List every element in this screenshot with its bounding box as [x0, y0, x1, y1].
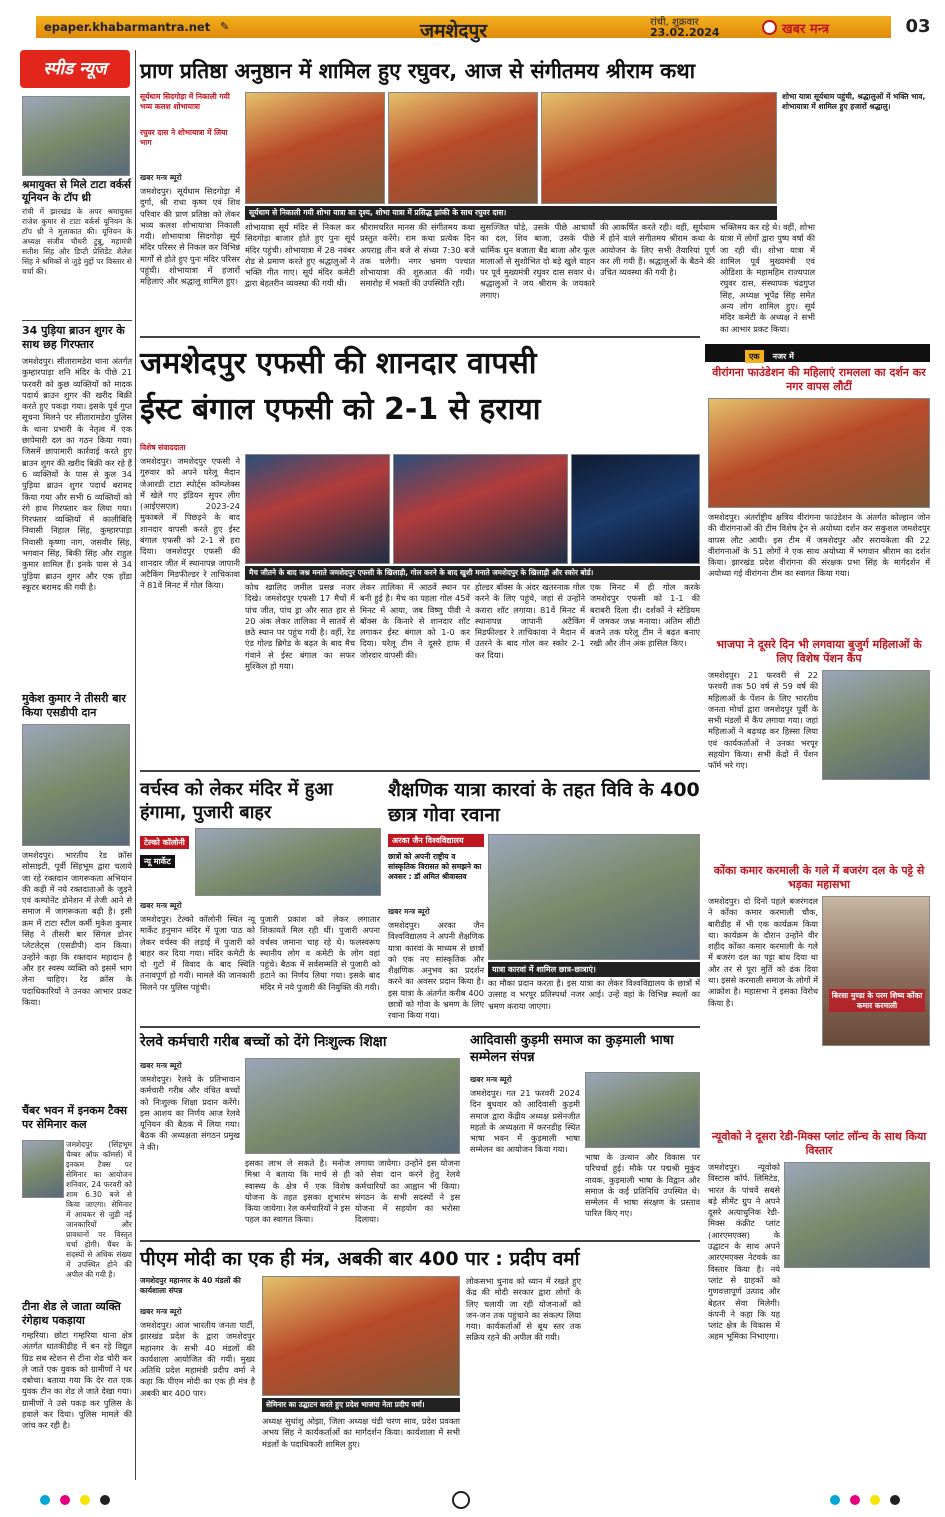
column-divider — [135, 50, 136, 1480]
railway-headline: रेलवे कर्मचारी गरीब बच्चों को देंगे निःशुल्क शिक्षा — [140, 1034, 387, 1050]
ek-label: एक — [745, 350, 764, 363]
color-dot — [890, 1495, 900, 1505]
site-url[interactable]: epaper.khabarmantra.net — [44, 20, 211, 34]
football-headline-1: जमशेदपुर एफसी की शानदार वापसी — [140, 346, 537, 381]
football-photo-1 — [245, 454, 390, 564]
temple-byline: खबर मन्त्र ब्यूरो — [140, 901, 182, 910]
speed-news-headline-4: चैंबर भवन में इनकम टैक्स पर सेमिनार कल — [22, 1104, 128, 1131]
kudmali-body-1: जमशेदपुर। गत 21 फरवरी 2024 दिन बुधवार को आदिवासी कुड़मी समाज द्वारा केंद्रीय अध्यक्ष प्रसेनजीत महतो के अध्यक्षता में करनडीह स्थित भाषा भवन में कुड़माली भाषा सम्मेलन का आयोजन किया गया। — [470, 1088, 580, 1155]
speed-news-photo-1 — [22, 96, 130, 176]
veerangana-photo — [708, 398, 930, 508]
temple-body-2: पुजारी प्रकाश को लेकर लगातार शिकायतें मिल रही थीं। पुजारी अपना वर्चस्व जमाना चाह रहे थे। फलस्वरूप स्थानीय लोग व कमेटी के लोग वहां पहुंचे। बैठक में सर्वसम्मति से पुजारी को हटाने का निर्णय लिया गया। इसके बाद मंदिर में नये पुजारी की नियुक्ति की गयी। — [260, 914, 380, 992]
speed-news-body-3: जमशेदपुर। भारतीय रेड क्रॉस सोसाइटी, पूर्वी सिंहभूम द्वारा चलाये जा रहे रक्तदान जागरूकता अभियान की कड़ी में नये रक्तदाताओं के जुड़ने एवं कम्पोनेंट डोनेशन में तेजी आने से समाज में जागरूकता बढ़ी है। इसी क्रम में टाटा स्टील कर्मी मुकेश कुमार सिंह ने तीसरी बार सिंगल डोनर प्लेटलेट्स (एसडीपी) दान किया। उन्होंने कहा कि रक्तदान महादान है और हर स्वस्थ व्यक्ति को इसमें भाग लेना चाहिए। रेड क्रॉस के पदाधिकारियों ने उनका आभार प्रकट किया। — [22, 850, 132, 1007]
football-body-3: लेकर तालिका में आठवें स्थान पर बनी हुई है। मैच का पहला गोल 45वें मिनट में आया, जब विष्णु पीवी ने बॉक्स के किनारे से शानदार शॉट लगाकर ईस्ट बंगाल को 1-0 कर दिया। घरेलू टीम ने दूसरे हाफ में जोरदार वापसी की। — [360, 582, 470, 660]
readymix-body: जमशेदपुर। न्यूवोको विस्टास कॉर्प. लिमिटेड, भारत के पांचवें सबसे बड़े सीमेंट ग्रुप ने अपने दूसरे अत्याधुनिक रेडी-मिक्स कंक्रीट प्लांट (आरएमएक्स) के उद्घाटन के साथ अपने आरएमएक्स नेटवर्क का विस्तार किया है। नये प्लांट से ग्राहकों को गुणवत्तापूर्ण उत्पाद और बेहतर सेवा मिलेगी। कंपनी ने कहा कि यह प्लांट क्षेत्र के विकास में अहम भूमिका निभाएगा। — [708, 1162, 780, 1342]
nazar-label: नजर में — [772, 352, 794, 361]
brand-name: खबर मन्त्र — [782, 22, 830, 37]
pension-photo — [822, 670, 930, 780]
pension-body: जमशेदपुर। 21 फरवरी से 22 फरवरी तक 50 वर्ष से 59 वर्ष की महिलाओं के पेंशन के लिए भारतीय जनता मोर्चा द्वारा जमशेदपुर पूर्वी के सभी मंडलों में कैंप लगाया गया। जहां महिलाओं ने बढ़चढ़ कर हिस्सा लिया एवं कार्यकर्ताओं ने उनका भरपूर सहयोग किया। सभी केंद्रों में पेंशन फॉर्म भरे गए। — [708, 670, 818, 771]
lead-photo-3 — [541, 92, 777, 204]
railway-body-1: जमशेदपुर। रेलवे के प्रतिभावान कर्मचारी गरीब और वंचित बच्चों को निःशुल्क शिक्षा प्रदान करेंगे। इस आशय का निर्णय आज रेलवे यूनियन की बैठक में लिया गया। बैठक की अध्यक्षता संगठन प्रमुख ने की। — [140, 1074, 240, 1152]
divider — [140, 770, 700, 772]
color-dot — [60, 1495, 70, 1505]
shaikshanik-photo — [488, 834, 700, 960]
lead-photo-1 — [245, 92, 385, 204]
lead-headline: प्राण प्रतिष्ठा अनुष्ठान में शामिल हुए रघुवर, आज से संगीतमय श्रीराम कथा — [140, 59, 696, 83]
modi-body-1: जमशेदपुर। आज भारतीय जनता पार्टी, झारखंड प्रदेश के द्वारा जमशेदपुर महानगर के सभी 40 मंडलों की कार्यशाला आयोजित की गयी। मुख्य अतिथि प्रदेश महामंत्री प्रदीप वर्मा ने कहा कि पीएम मोदी का एक ही मंत्र है अबकी बार 400 पार। — [140, 1320, 255, 1398]
speed-news-body-5: गम्हरिया। छोटा गम्हरिया थाना क्षेत्र अंतर्गत धातकीडीह में बन रहे विद्युत ग्रिड सब स्टेशन से टीना शेड चोरी कर ले जाते एक युवक को ग्रामीणों ने धर दबोचा। बताया गया कि देर रात एक युवक टीन का शेड ले जाते देखा गया। ग्रामीणों ने उसे पकड़ कर पुलिस के हवाले कर दिया। पुलिस मामले की जांच कर रही है। — [22, 1330, 132, 1431]
divider — [140, 336, 700, 338]
temple-sub-2: न्यू मार्केट — [140, 855, 175, 868]
lead-sidebar-1: सूर्यधाम सिदगोड़ा में निकाली गयी भव्य कलश शोभायात्रा — [140, 92, 230, 111]
lead-right-body-1: भक्तिमय कर रहे थे। वहीं, शोभा यात्रा में लोगों द्वारा पुष्प वर्षा की जा रही थी। शोभा यात्रा में शामिल पूर्व मुख्यमंत्री एवं ओडिशा के महामहिम राज्यपाल रघुवर दास, संस्थापक चंद्रगुप्त सिंह, अध्यक्ष भूपेंद्र सिंह समेत अन्य लोग शामिल हुए। सूर्य मंदिर कमेटी के अध्यक्ष ने सभी का आभार प्रकट किया। — [720, 222, 815, 334]
railway-body-3: लगाया जायेगा। उन्होंने इस योजना को सेवा दान करने हेतु रेलवे कर्मचारियों का आह्वान भी किया। संगठन के सभी सदस्यों ने इस योजना में सहयोग का भरोसा दिलाया। — [355, 1158, 460, 1225]
lead-body-5: की आकर्षित करते रही। वहीं, सूर्यधाम में होने वाले संगीतमय श्रीराम कथा के आयोजन के लिए सभी तैयारियां पूर्ण कर ली गयी हैं। श्रद्धालुओं के बैठने की उचित व्यवस्था की गयी है। — [600, 222, 715, 278]
ek-nazar-bar — [705, 344, 930, 362]
shaikshanik-byline: खबर मन्त्र ब्यूरो — [388, 907, 430, 916]
readymix-body-2 — [784, 1272, 930, 1462]
football-photo-caption: मैच जीतने के बाद जश्न मनाते जमशेदपुर एफसी के खिलाड़ी, गोल करने के बाद खुशी मनाते जमशेदपुर के खिलाड़ी और स्कोर बोर्ड। — [245, 566, 700, 580]
readymix-plant-photo — [784, 1162, 930, 1268]
lead-photo-caption: सूर्यधाम से निकाली गयी शोभा यात्रा का दृश्य, शोभा यात्रा में प्रसिद्ध झांकी के साथ रघुवर दास। — [245, 206, 777, 220]
speed-news-body-4b — [22, 1200, 132, 1350]
veerangana-headline: वीरांगना फाउंडेशन की महिलाएं रामलला का दर्शन कर नगर वापस लौटीं — [712, 366, 926, 393]
pension-headline: भाजपा ने दूसरे दिन भी लगवाया बुजुर्ग महिलाओं के लिए विशेष पेंशन कैंप — [716, 638, 922, 665]
modi-headline: पीएम मोदी का एक ही मंत्र, अबकी बार 400 पार : प्रदीप वर्मा — [140, 1248, 580, 1270]
lead-body-2: शोभायात्रा सूर्य मंदिर से निकल कर सिदगोड़ा बाजार होते हुए पुनः सूर्य मंदिर पहुंची। शोभायात्रा में 28 नवंबर रोड से प्रमाण करते हुए श्रद्धालुओं ने भक्ति गीत गाए। सूर्य मंदिर कमेटी द्वारा बेहतरीन व्यवस्था की गयी थी। — [245, 222, 355, 289]
lead-byline: खबर मन्त्र ब्यूरो — [140, 173, 182, 182]
football-body-4: होल्डर बॉक्स के अंदर खतरनाक गोल करने के लिए पहुंचे, जहां से उन्होंने करारा शॉट लगाया। 81वें मिनट में स्थानापन्न जापानी अटैकिंग मिडफील्डर रे ताचिकावा ने मैदान में उतरने के बाद गोल कर स्कोर 2-1 कर दिया। — [475, 582, 585, 660]
speed-news-headline-3: मुकेश कुमार ने तीसरी बार किया एसडीपी दान — [22, 692, 126, 719]
lead-body-1: जमशेदपुर। सूर्यधाम सिदगोड़ा में दुर्गा, श्री राधा कृष्ण एवं शिव परिवार की प्राण प्रतिष्ठा को लेकर भव्य कलश शोभायात्रा निकाली गयी। शोभायात्रा सिदगोड़ा सूर्य मंदिर परिसर से निकल कर विभिन्न मार्गों से होते हुए पुनः मंदिर परिसर पहुंची। शोभायात्रा में हजारों महिलाएं और श्रद्धालु शामिल हुए। — [140, 186, 240, 287]
modi-sub: जमशेदपुर महानगर के 40 मंडलों की कार्यशाला संपन्न — [140, 1276, 241, 1295]
date: 23.02.2024 — [650, 26, 720, 39]
scoreboard-photo — [571, 454, 700, 564]
temple-sub-1: टेल्को कॉलोनी — [140, 836, 189, 849]
temple-photo — [195, 828, 381, 896]
shaikshanik-body-1: जमशेदपुर। अरका जैन विश्वविद्यालय ने अपनी शैक्षणिक यात्रा कारवां के माध्यम से छात्रों को एक नए सांस्कृतिक और शैक्षणिक अनुभव का प्रदर्शन करने का अवसर प्रदान किया है। इस यात्रा के अंतर्गत करीब 400 छात्रों को गोवा के भ्रमण के लिए रवाना किया गया। — [388, 920, 484, 1021]
kudmali-body-2: भाषा के उत्थान और विकास पर परिचर्चा हुई। मौके पर पद्मश्री मुकुंद नायक, कुड़माली भाषा के विद्वान और समाज के कई प्रतिनिधि उपस्थित थे। सम्मेलन में भाषा संरक्षण के प्रस्ताव पारित किए गए। — [585, 1152, 700, 1219]
railway-photo — [245, 1058, 460, 1154]
speed-news-headline-5: टीना शेड ले जाता व्यक्ति रंगेहाथ पकड़ाया — [22, 1300, 132, 1327]
shaikshanik-headline: शैक्षणिक यात्रा कारवां के तहत विवि के 400 छात्र गोवा रवाना — [388, 779, 700, 826]
footer-color-marks — [0, 1488, 945, 1517]
brand-logo-icon — [762, 20, 777, 35]
lead-right-body-2 — [820, 222, 932, 334]
speed-news-headline-2: 34 पुड़िया ब्राउन शुगर के साथ छह गिरफ्तार — [22, 324, 125, 351]
railway-byline: खबर मन्त्र ब्यूरो — [140, 1061, 182, 1070]
divider — [140, 1240, 700, 1242]
color-dot — [100, 1495, 110, 1505]
speed-news-label: स्पीड न्यूज — [43, 59, 107, 79]
speed-news-photo-4 — [22, 1140, 64, 1198]
color-dot — [40, 1495, 50, 1505]
color-dot — [80, 1495, 90, 1505]
speed-news-badge — [20, 50, 130, 88]
railway-body-2: इसका लाभ ले सकते है। मनोज मिश्रा ने बताया कि मार्च से ही स्वास्थ्य के क्षेत्र में एक विशेष योजना के तहत इसका शुभारंभ किया जायेगा। रेल कर्मचारियों ने इस पहल का स्वागत किया। — [245, 1158, 350, 1225]
section-name: जमशेदपुर — [420, 20, 488, 42]
shaikshanik-quote: छात्रों को अपनी राष्ट्रीय व सांस्कृतिक विरासत को समझने का अवसर : डॉ अमित श्रीवास्तव — [388, 852, 482, 881]
modi-body-3: लोकसभा चुनाव को ध्यान में रखते हुए केंद्र की मोदी सरकार द्वारा लोगों के लिए चलायी जा रही योजनाओं को जन-जन तक पहुंचाने का संकल्प लिया गया। कार्यकर्ताओं से बूथ स्तर तक सक्रिय रहने की अपील की गयी। — [466, 1276, 581, 1343]
veerangana-body: जमशेदपुर। अंतर्राष्ट्रीय क्षत्रिय वीरांगना फाउंडेशन के अंतर्गत कोल्हान जोन की वीरांगनाओं की टीम विशेष ट्रेन से अयोध्या दर्शन कर सकुशल जमशेदपुर वापस लौट आयी। इस टीम में जमशेदपुर और सरायकेला की 22 वीरांगनाओं के 51 लोगों ने एक साथ अयोध्या में भगवान श्रीराम का दर्शन किया। झारखंड प्रदेश वीरांगना की संरक्षक प्रभा सिंह के मार्गदर्शन में अयोध्या गई वीरांगना टीम का स्वागत किया गया। — [708, 512, 930, 579]
bhadka-headline: कोंका कमार करमाली के गले में बजरंग दल के पट्टे से भड़का महासभा — [713, 864, 925, 891]
masthead — [0, 0, 945, 42]
speed-news-body-2: जमशेदपुर। सीतारामडेरा थाना अंतर्गत कुम्हारपाड़ा शनि मंदिर के पीछे 21 फरवरी को कुछ व्यक्तियों को मादक पदार्थ ब्राउन शुगर की खरीद बिक्री करते हुए पकड़ा गया। इसके पूर्व गुप्त सूचना मिलने पर सीतारामडेरा पुलिस के थाना प्रभारी के नेतृत्व में एक छापेमारी दल का गठन किया गया। जिसमें छापामारी कार्रवाई करते हुए ब्राउन शुगर की खरीद बिक्री कर रहे हैं 6 व्यक्तियों के पास से कुल 34 पुड़िया ब्राउन शुगर पदार्थ बरामद किया गया और सभी 6 व्यक्तियों को रंगे हाथ गिरफ्तार कर लिया गया। गिरफ्तार व्यक्तियों में कालीबिंदि निवासी निहाल सिंह, कुम्हारपाड़ा निवासी कृष्णा नाग, जसवीर सिंह, भगवान सिंह, बिकी सिंह और राहुल कुमार शामिल हैं। इनके पास से 34 पुड़िया ब्राउन शुगर और एक होंडा स्कूटर बरामद की गयी है। — [22, 356, 132, 592]
lead-right-caption: शोभा यात्रा सूर्यधाम पहुंची, श्रद्धालुओं में भक्ति भाव, शोभायात्रा में शामिल हुए हजारों श्रद्धालु। — [782, 92, 926, 111]
lead-body-3: श्रीरामचरित मानस की संगीतमय कथा प्रस्तुत करेंगे। राम कथा प्रत्येक दिन अपराह्न तीन बजे से संध्या 7:30 बजे तक चलेगी। नगर भ्रमण पश्चात शोभायात्रा की शुरुआत की गयी। समारोह में भक्तों की उपस्थिति रही। — [360, 222, 475, 289]
modi-body-2: अध्यक्ष सुधांशु ओझा, जिला अध्यक्ष चंडी चरण साव, प्रदेश प्रवक्ता अभय सिंह ने कार्यकर्ताओं का मार्गदर्शन किया। कार्यशाला में सभी मंडलों के पदाधिकारी शामिल हुए। — [262, 1416, 460, 1449]
kudmali-headline: आदिवासी कुड़मी समाज का कुड़माली भाषा सम्मेलन संपन्न — [470, 1033, 674, 1065]
bhadka-statue-photo — [822, 896, 930, 1046]
kudmali-photo — [585, 1072, 700, 1148]
lead-photo-2 — [388, 92, 538, 204]
university-label: अरका जैन विश्वविद्यालय — [388, 834, 484, 847]
kudmali-byline: खबर मन्त्र ब्यूरो — [470, 1075, 512, 1084]
football-photo-2 — [393, 454, 568, 564]
modi-body-4 — [586, 1276, 700, 1480]
lead-sidebar-2: रघुवर दास ने शोभायात्रा में लिया भाग — [140, 128, 228, 147]
football-body-2: कोच खालिद जमील प्रसन्न नजर दिखे। जमशेदपुर एफसी 17 मैचों में पांच जीत, पांच ड्रा और सात हार से 20 अंक लेकर तालिका में सातवें से छठे स्थान पर पहुंच गयी है। वहीं, रेड एंड गोल्ड ब्रिगेड के बढ़त के बाद मैच गंवाने से ईस्ट बंगाल का सफर मुश्किल हो गया। — [245, 582, 355, 672]
lead-body-4: सुसज्जित घोड़े, उसके पीछे आचार्यों का दल, शिव बाजा, उसके पीछे धार्मिक धुन बजाता बैंड बाजा और फूल मालाओं से सुशोभित दो बड़े खुले वाहन पर पूर्व मुख्यमंत्री रघुवर दास सवार थे। श्रद्धालुओं ने जय श्रीराम के जयकारे लगाए। — [480, 222, 595, 300]
modi-byline: खबर मन्त्र ब्यूरो — [140, 1307, 182, 1316]
football-headline-2: ईस्ट बंगाल एफसी को 2-1 से हराया — [140, 392, 541, 427]
speed-news-photo-3 — [22, 724, 130, 846]
cursor-icon: ✎ — [220, 20, 230, 33]
statue-plaque: बिरसा मुण्डा के परम शिष्य कोंका कमार करमाली — [829, 989, 925, 1012]
color-dot — [850, 1495, 860, 1505]
divider — [140, 1026, 700, 1028]
modi-photo — [262, 1276, 460, 1396]
readymix-headline: न्यूवोको ने दूसरा रेडी-मिक्स प्लांट लॉन्च के साथ किया विस्तार — [711, 1130, 927, 1157]
temple-headline: वर्चस्व को लेकर मंदिर में हुआ हंगामा, पुजारी बाहर — [140, 779, 333, 823]
color-dot — [870, 1495, 880, 1505]
football-byline: विशेष संवाददाता — [140, 443, 186, 452]
color-dot — [830, 1495, 840, 1505]
football-body-5: एक मिनट में ही गोल करके जमशेदपुर एफसी को 1-1 की बराबरी दिला दी। दर्शकों ने स्टेडियम में जमकर जश्न मनाया। अंतिम सीटी बजने तक घरेलू टीम ने बढ़त बनाए रखी और तीन अंक हासिल किए। — [590, 582, 700, 649]
speed-news-body-1: रांची में झारखंड के अपर श्रमायुक्त राजेश कुमार से टाटा वर्कर्स यूनियन के टॉप थ्री ने मुलाकात की। यूनियन के अध्यक्ष संजीव चौधरी टुन्नू, महामंत्री सतीश सिंह और डिप्टी प्रेसिडेंट शैलेश सिंह ने श्रमिकों से जुड़े मुद्दों पर विस्तार से चर्चा की। — [22, 207, 132, 276]
speed-news-body-4: जमशेदपुर (सिंहभूम चैम्बर ऑफ कॉमर्स) में इनकम टैक्स पर सेमिनार का आयोजन शनिवार, 24 फरवरी को शाम 6.30 बजे से किया जाएगा। सेमिनार में आयकर से जुड़ी नई जानकारियों और प्रावधानों पर विस्तृत चर्चा होगी। चैंबर के सदस्यों से अधिक संख्या में उपस्थित होने की अपील की गयी है। — [66, 1140, 132, 1279]
speed-news-headline-1: श्रमायुक्त से मिले टाटा वर्कर्स यूनियन के टॉप थ्री — [22, 179, 131, 204]
shaikshanik-body-2: का मौका प्रदान करता है। इस यात्रा का लेकर विश्वविद्यालय के छात्रों में उत्साह व भरपूर प्रतिस्पर्धा नजर आई। उन्हें वहां के विभिन्न स्थलों का भ्रमण कराया जाएगा। — [488, 978, 700, 1011]
page-number: 03 — [891, 16, 945, 38]
register-mark-icon — [452, 1491, 470, 1509]
city-day: रांची, शुक्रवार — [650, 17, 699, 28]
bhadka-body: जमशेदपुर। दो दिनों पहले बजरंगदल ने कोंका कमार करमाली चौक, बारीडीह में भी एक कार्यक्रम किया था। कार्यक्रम के दौरान उन्होंने वीर शहीद कोंका कमार करमाली के गले में बजरंग दल का पट्टा बांध दिया था और तर से पूरा मुर्ति को ढंक दिया था। इससे करमाली समाज के लोगों में आक्रोश है। महासभा ने इसका विरोध किया है। — [708, 896, 818, 1008]
divider — [22, 320, 132, 321]
temple-body-1: जमशेदपुर। टेल्को कॉलोनी स्थित न्यू मार्केट हनुमान मंदिर में पूजा पाठ को लेकर वर्चस्व की लड़ाई में पुजारी को बाहर कर दिया गया। मंदिर कमेटी के दो गुटों में विवाद के बाद स्थिति तनावपूर्ण हो गयी। मामले की जानकारी मिलने पर पुलिस पहुंची। — [140, 914, 255, 992]
football-body-1: जमशेदपुर। जमशेदपुर एफसी ने गुरुवार को अपने घरेलू मैदान जेआरडी टाटा स्पोर्ट्स कॉम्प्लेक्स में खेले गए इंडियन सुपर लीग (आईएसएल) 2023-24 मुकाबले में पिछड़ने के बाद शानदार वापसी करते हुए ईस्ट बंगाल एफसी को 2-1 से हरा दिया। जमशेदपुर एफसी की शानदार जीत में स्थानापन्न जापानी अटैकिंग मिडफील्डर रे ताचिकावा ने 81वें मिनट में गोल किया। — [140, 456, 240, 591]
modi-caption: सेमिनार का उद्घाटन करते हुए प्रदेश भाजपा नेता प्रदीप वर्मा। — [262, 1398, 460, 1412]
bhadka-body-2 — [708, 1050, 930, 1126]
shaikshanik-caption: यात्रा कारवां में शामिल छात्र-छात्राएं। — [488, 962, 700, 977]
